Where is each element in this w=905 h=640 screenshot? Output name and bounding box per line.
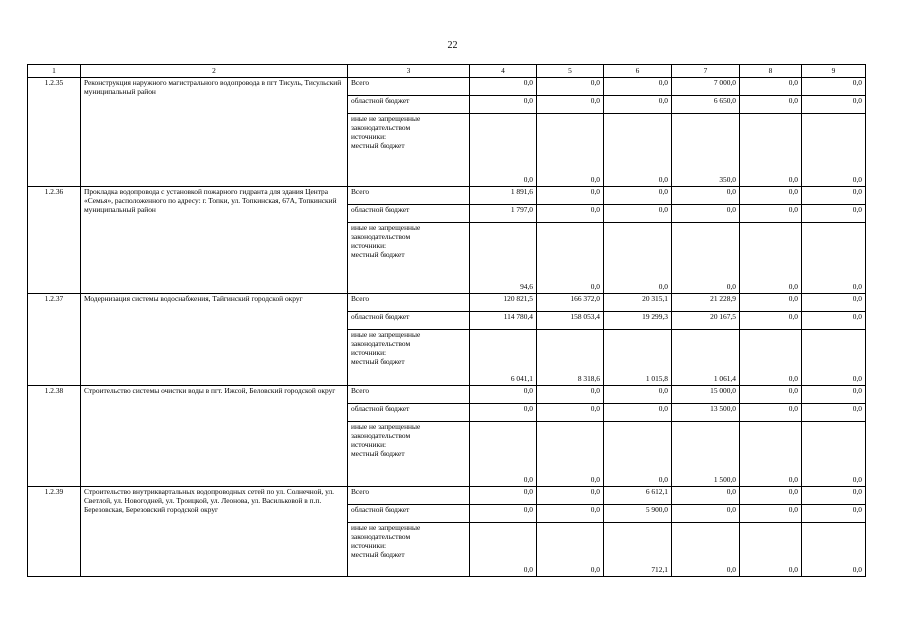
- value-cell: 0,0: [537, 505, 604, 523]
- source-regional-label: областной бюджет: [348, 205, 470, 223]
- value-cell: 0,0: [740, 422, 802, 487]
- source-other-line: законодательством: [351, 531, 411, 541]
- value-cell: 6 041,1: [470, 330, 537, 386]
- value-cell: 0,0: [604, 187, 672, 205]
- value-cell: 0,0: [802, 404, 866, 422]
- source-total-label: Всего: [348, 487, 470, 505]
- source-other-line: законодательством: [351, 338, 411, 348]
- value-cell: 21 228,9: [672, 294, 740, 312]
- value-cell: 0,0: [740, 404, 802, 422]
- column-header: 7: [672, 65, 740, 78]
- value-cell: 0,0: [802, 312, 866, 330]
- value-cell: 0,0: [604, 404, 672, 422]
- value-cell: 0,0: [672, 487, 740, 505]
- value-cell: 712,1: [604, 523, 672, 577]
- value-cell: 350,0: [672, 114, 740, 187]
- value-cell: 20 315,1: [604, 294, 672, 312]
- value-cell: 0,0: [604, 78, 672, 96]
- source-other-line: иные не запрещенные: [351, 422, 421, 431]
- source-other-line: законодательством: [351, 231, 411, 241]
- source-other-line: источники:: [351, 540, 387, 550]
- value-cell: 0,0: [740, 96, 802, 114]
- value-cell: 0,0: [740, 523, 802, 577]
- value-cell: 0,0: [740, 223, 802, 294]
- value-cell: 0,0: [802, 386, 866, 404]
- value-cell: 0,0: [740, 114, 802, 187]
- source-total-label: Всего: [348, 187, 470, 205]
- source-other-line: законодательством: [351, 122, 411, 132]
- value-cell: 158 053,4: [537, 312, 604, 330]
- value-cell: 0,0: [470, 78, 537, 96]
- value-cell: 15 000,0: [672, 386, 740, 404]
- source-other-line: иные не запрещенные: [351, 330, 421, 339]
- value-cell: 0,0: [604, 386, 672, 404]
- header-row: [28, 65, 866, 78]
- value-cell: 0,0: [604, 114, 672, 187]
- value-cell: 0,0: [470, 386, 537, 404]
- value-cell: 120 821,5: [470, 294, 537, 312]
- value-cell: 0,0: [470, 422, 537, 487]
- row-code: 1.2.39: [28, 487, 81, 577]
- source-total-label: Всего: [348, 78, 470, 96]
- table-row: [28, 386, 866, 404]
- source-regional-label: областной бюджет: [348, 96, 470, 114]
- value-cell: 1 891,6: [470, 187, 537, 205]
- value-cell: 0,0: [604, 96, 672, 114]
- row-code: 1.2.35: [28, 78, 81, 187]
- value-cell: 0,0: [802, 78, 866, 96]
- value-cell: 0,0: [740, 487, 802, 505]
- value-cell: 0,0: [604, 223, 672, 294]
- value-cell: 0,0: [802, 422, 866, 487]
- value-cell: 0,0: [604, 205, 672, 223]
- source-other-label: [348, 422, 470, 487]
- column-header: 8: [740, 65, 802, 78]
- value-cell: 6 612,1: [604, 487, 672, 505]
- source-other-line: источники:: [351, 131, 387, 141]
- page-number: 22: [447, 40, 458, 51]
- value-cell: 0,0: [740, 312, 802, 330]
- value-cell: 0,0: [537, 78, 604, 96]
- source-other-line: источники:: [351, 240, 387, 250]
- column-header: 3: [348, 65, 470, 78]
- value-cell: 0,0: [537, 422, 604, 487]
- source-local-label: местный бюджет: [351, 249, 405, 259]
- source-other-line: иные не запрещенные: [351, 523, 421, 532]
- source-regional-label: областной бюджет: [348, 404, 470, 422]
- row-name: Строительство системы очистки воды в пгт. Ижсой, Беловский городской округ: [81, 386, 348, 487]
- value-cell: 0,0: [740, 187, 802, 205]
- row-code: 1.2.36: [28, 187, 81, 294]
- row-name: Прокладка водопровода с установкой пожарного гидранта для здания Центра «Семья», расположенного по адресу: г. Топки, ул. Топкинская, 67А, Топкинский муниципальный район: [81, 187, 348, 294]
- value-cell: 94,6: [470, 223, 537, 294]
- row-code: 1.2.38: [28, 386, 81, 487]
- row-code: 1.2.37: [28, 294, 81, 386]
- value-cell: 0,0: [802, 505, 866, 523]
- source-other-line: иные не запрещенные: [351, 114, 421, 123]
- value-cell: 0,0: [537, 205, 604, 223]
- budget-table: [27, 64, 866, 577]
- value-cell: 0,0: [740, 78, 802, 96]
- value-cell: 0,0: [740, 505, 802, 523]
- value-cell: 0,0: [537, 404, 604, 422]
- value-cell: 0,0: [740, 330, 802, 386]
- column-header: 4: [470, 65, 537, 78]
- value-cell: 166 372,0: [537, 294, 604, 312]
- value-cell: 19 299,3: [604, 312, 672, 330]
- value-cell: 0,0: [740, 294, 802, 312]
- source-total-label: Всего: [348, 294, 470, 312]
- source-other-line: источники:: [351, 347, 387, 357]
- source-other-label: [348, 114, 470, 187]
- value-cell: 0,0: [470, 114, 537, 187]
- source-other-line: источники:: [351, 439, 387, 449]
- row-name: Реконструкция наружного магистрального водопровода в пгт Тисуль, Тисульский муниципальный район: [81, 78, 348, 187]
- source-total-label: Всего: [348, 386, 470, 404]
- value-cell: 0,0: [802, 223, 866, 294]
- column-header: 6: [604, 65, 672, 78]
- column-header: 1: [28, 65, 81, 78]
- value-cell: 0,0: [672, 205, 740, 223]
- source-regional-label: областной бюджет: [348, 505, 470, 523]
- value-cell: 5 900,0: [604, 505, 672, 523]
- value-cell: 7 000,0: [672, 78, 740, 96]
- value-cell: 0,0: [672, 187, 740, 205]
- value-cell: 0,0: [537, 187, 604, 205]
- source-local-label: местный бюджет: [351, 356, 405, 366]
- value-cell: 0,0: [470, 96, 537, 114]
- source-local-label: местный бюджет: [351, 448, 405, 458]
- column-header: 5: [537, 65, 604, 78]
- value-cell: 0,0: [802, 114, 866, 187]
- source-other-label: [348, 223, 470, 294]
- value-cell: 0,0: [672, 523, 740, 577]
- column-header: 9: [802, 65, 866, 78]
- value-cell: 0,0: [672, 223, 740, 294]
- value-cell: 0,0: [537, 523, 604, 577]
- value-cell: 6 650,0: [672, 96, 740, 114]
- value-cell: 0,0: [740, 386, 802, 404]
- value-cell: 0,0: [537, 114, 604, 187]
- value-cell: 0,0: [802, 523, 866, 577]
- value-cell: 0,0: [470, 505, 537, 523]
- value-cell: 0,0: [604, 422, 672, 487]
- value-cell: 1 015,8: [604, 330, 672, 386]
- value-cell: 114 780,4: [470, 312, 537, 330]
- value-cell: 8 318,6: [537, 330, 604, 386]
- value-cell: 0,0: [537, 487, 604, 505]
- value-cell: 0,0: [802, 96, 866, 114]
- value-cell: 13 500,0: [672, 404, 740, 422]
- source-other-line: иные не запрещенные: [351, 223, 421, 232]
- value-cell: 0,0: [740, 205, 802, 223]
- value-cell: 1 500,0: [672, 422, 740, 487]
- table-row: [28, 487, 866, 505]
- source-other-label: [348, 330, 470, 386]
- table-row: [28, 294, 866, 312]
- value-cell: 0,0: [802, 205, 866, 223]
- value-cell: 0,0: [470, 404, 537, 422]
- value-cell: 0,0: [802, 330, 866, 386]
- row-name: Модернизация системы водоснабжения, Тайгинский городской округ: [81, 294, 348, 386]
- value-cell: 1 797,0: [470, 205, 537, 223]
- value-cell: 0,0: [802, 487, 866, 505]
- source-other-label: [348, 523, 470, 577]
- value-cell: 0,0: [470, 523, 537, 577]
- value-cell: 0,0: [537, 386, 604, 404]
- value-cell: 1 061,4: [672, 330, 740, 386]
- value-cell: 0,0: [802, 187, 866, 205]
- source-local-label: местный бюджет: [351, 549, 405, 559]
- value-cell: 0,0: [672, 505, 740, 523]
- row-name: Строительство внутриквартальных водопроводных сетей по ул. Солнечной, ул. Светлой, ул. Новогодней, ул. Троицкой, ул. Леонова, ул. Васильковой в п.п. Березовская, Березовский городской округ: [81, 487, 348, 577]
- value-cell: 0,0: [802, 294, 866, 312]
- table-row: [28, 78, 866, 96]
- source-local-label: местный бюджет: [351, 140, 405, 150]
- table-row: [28, 187, 866, 205]
- value-cell: 0,0: [470, 487, 537, 505]
- source-regional-label: областной бюджет: [348, 312, 470, 330]
- value-cell: 0,0: [537, 223, 604, 294]
- value-cell: 0,0: [537, 96, 604, 114]
- source-other-line: законодательством: [351, 430, 411, 440]
- value-cell: 20 167,5: [672, 312, 740, 330]
- column-header: 2: [81, 65, 348, 78]
